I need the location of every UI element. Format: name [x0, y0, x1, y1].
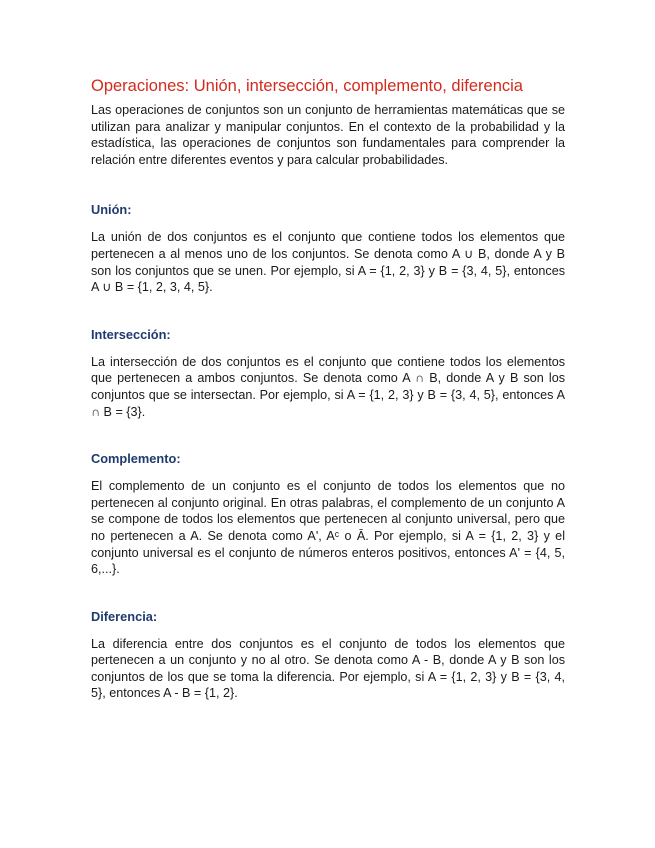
section-heading-intersection: Intersección:	[91, 326, 171, 342]
section-text-union: La unión de dos conjuntos es el conjunto que contiene todos los elementos que pertenecen a al menos uno de los conjuntos. Se denota como A ∪ B, donde A y B son los conjuntos que se unen. Por ejemplo, si A = {1, 2, 3} y B = {3, 4, 5}, entonces A ∪ B = {1, 2, 3, 4, 5}.	[91, 230, 565, 295]
intro-paragraph: Las operaciones de conjuntos son un conjunto de herramientas matemáticas que se utilizan para analizar y manipular conjuntos. En el contexto de la probabilidad y la estadística, las operaciones de conjuntos son fundamentales para comprender la relación entre diferentes eventos y para calcular probabilidades.	[91, 103, 565, 167]
document-page	[91, 75, 565, 702]
section-heading-difference: Diferencia:	[91, 608, 158, 624]
section-union	[91, 201, 565, 295]
section-heading-complement: Complemento:	[91, 451, 181, 467]
section-intersection	[91, 326, 565, 420]
document-title: Operaciones: Unión, intersección, complemento, diferencia	[91, 77, 523, 95]
section-complement	[91, 450, 565, 578]
section-difference	[91, 608, 565, 702]
section-text-complement: El complemento de un conjunto es el conjunto de todos los elementos que no pertenecen al conjunto original. En otras palabras, el complemento de un conjunto A se compone de todos los elementos que pertenecen al conjunto universal, pero que no pertenecen a A. Se denota como A', Aᶜ o Ā. Por ejemplo, si A = {1, 2, 3} y el conjunto universal es el conjunto de números enteros positivos, entonces A' = {4, 5, 6,...}.	[91, 479, 565, 577]
section-text-intersection: La intersección de dos conjuntos es el conjunto que contiene todos los elementos que pertenecen a ambos conjuntos. Se denota como A ∩ B, donde A y B son los conjuntos que se intersectan. Por ejemplo, si A = {1, 2, 3} y B = {3, 4, 5}, entonces A ∩ B = {3}.	[91, 354, 565, 419]
section-text-difference: La diferencia entre dos conjuntos es el conjunto de todos los elementos que pertenecen a un conjunto y no al otro. Se denota como A - B, donde A y B son los conjuntos de los que se toma la diferencia. Por ejemplo, si A = {1, 2, 3} y B = {3, 4, 5}, entonces A - B = {1, 2}.	[91, 636, 565, 701]
section-heading-union: Unión:	[91, 202, 132, 218]
